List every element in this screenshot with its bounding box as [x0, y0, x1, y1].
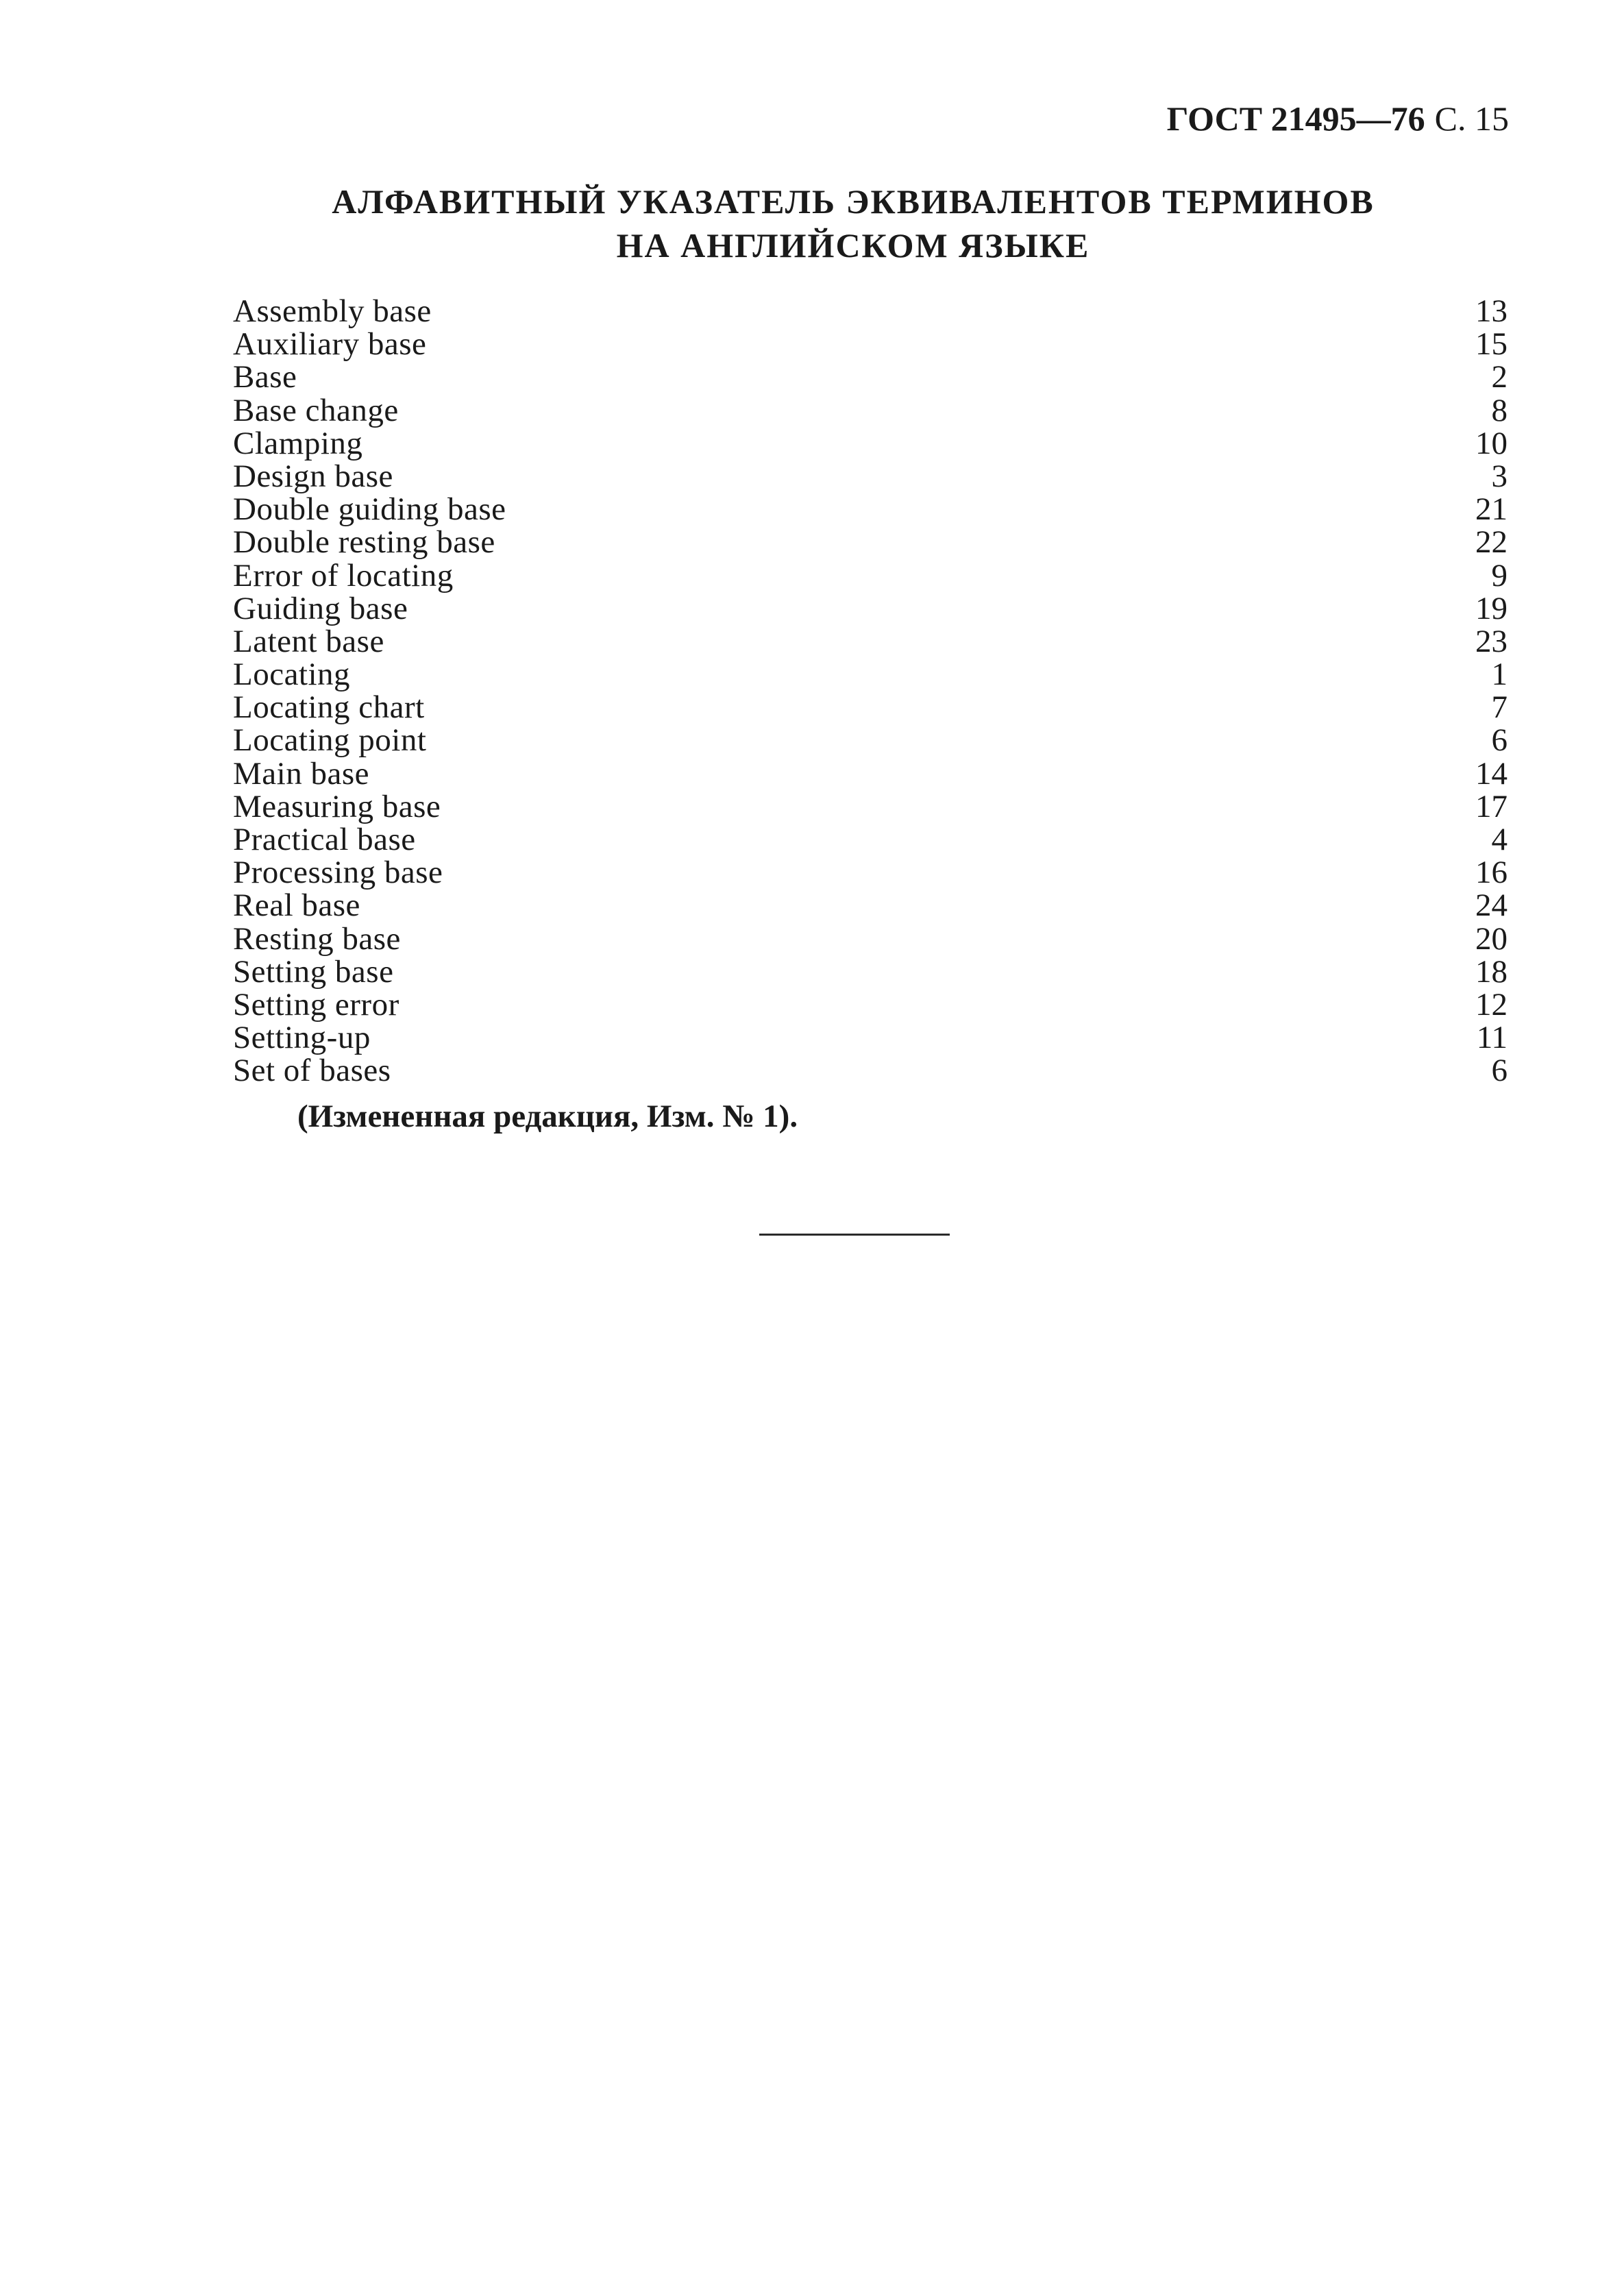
- index-row: [233, 856, 1508, 889]
- index-term: Setting error: [233, 986, 399, 1022]
- index-row: [233, 625, 1508, 658]
- index-number: 6: [1491, 1053, 1508, 1089]
- index-term: Practical base: [233, 822, 416, 857]
- index-term: Locating chart: [233, 689, 425, 726]
- index-row: [233, 592, 1508, 625]
- index-row: [233, 658, 1508, 691]
- index-row: [233, 526, 1508, 559]
- index-number: 14: [1475, 755, 1508, 792]
- index-number: 6: [1491, 722, 1508, 759]
- index-row: [233, 493, 1508, 526]
- index-term: Base: [233, 359, 297, 395]
- index-term: Auxiliary base: [233, 326, 427, 363]
- index-term: Double guiding base: [233, 491, 506, 528]
- index-term: Design base: [233, 458, 393, 494]
- index-number: 19: [1475, 590, 1508, 626]
- index-row: [233, 988, 1508, 1021]
- index-term: Locating: [233, 657, 351, 693]
- index-term: Processing base: [233, 855, 443, 891]
- index-row: [233, 691, 1508, 724]
- index-row: [233, 295, 1508, 328]
- index-number: 23: [1475, 623, 1508, 659]
- index-number: 10: [1475, 425, 1508, 461]
- index-number: 20: [1475, 920, 1508, 957]
- index-number: 12: [1475, 986, 1508, 1022]
- index-term: Base change: [233, 392, 399, 428]
- index-number: 8: [1491, 392, 1508, 428]
- index-term: Guiding base: [233, 590, 408, 626]
- index-number: 15: [1475, 326, 1508, 363]
- index-row: [233, 823, 1508, 856]
- index-term: Main base: [233, 755, 369, 792]
- index-term: Error of locating: [233, 557, 454, 593]
- index-number: 13: [1475, 293, 1508, 329]
- index-number: 17: [1475, 788, 1508, 824]
- index-term: Resting base: [233, 920, 401, 957]
- title-line-2: НА АНГЛИЙСКОМ ЯЗЫКЕ: [616, 226, 1090, 265]
- index-number: 24: [1475, 887, 1508, 924]
- standard-number: ГОСТ 21495—76: [1166, 99, 1425, 138]
- index-row: [233, 790, 1508, 823]
- index-number: 21: [1475, 491, 1508, 528]
- index-number: 4: [1491, 822, 1508, 857]
- index-term: Set of bases: [233, 1053, 391, 1089]
- index-row: [233, 427, 1508, 460]
- index-number: 16: [1475, 855, 1508, 891]
- page-number: С. 15: [1434, 99, 1509, 138]
- index-term: Real base: [233, 887, 360, 924]
- title-line-1: АЛФАВИТНЫЙ УКАЗАТЕЛЬ ЭКВИВАЛЕНТОВ ТЕРМИНОВ: [332, 182, 1375, 221]
- index-row: [233, 1054, 1508, 1087]
- index-term: Double resting base: [233, 524, 495, 561]
- index-number: 11: [1476, 1020, 1508, 1056]
- index-term: Setting-up: [233, 1020, 371, 1056]
- index-row: [233, 889, 1508, 922]
- index-row: [233, 360, 1508, 393]
- index-row: [233, 460, 1508, 493]
- index-term: Locating point: [233, 722, 427, 759]
- end-rule: [759, 1234, 950, 1236]
- index-row: [233, 326, 1508, 363]
- index-number: 22: [1475, 524, 1508, 561]
- index-number: 3: [1491, 458, 1508, 494]
- index-number: 2: [1491, 359, 1508, 395]
- index-number: 9: [1491, 557, 1508, 593]
- index-term: Setting base: [233, 953, 394, 990]
- term-index-list: [233, 295, 1508, 1088]
- index-row: [233, 394, 1508, 427]
- index-number: 1: [1491, 657, 1508, 693]
- index-number: 18: [1475, 953, 1508, 990]
- index-term: Assembly base: [233, 293, 432, 329]
- index-row: [233, 1021, 1508, 1054]
- index-number: 7: [1491, 689, 1508, 726]
- index-row: [233, 757, 1508, 790]
- index-row: [233, 955, 1508, 988]
- page-title: [0, 180, 1624, 267]
- index-term: Latent base: [233, 623, 384, 659]
- index-row: [233, 724, 1508, 757]
- amendment-note: (Измененная редакция, Изм. № 1).: [297, 1099, 798, 1134]
- index-term: Measuring base: [233, 788, 441, 824]
- index-row: [233, 922, 1508, 955]
- index-row: [233, 559, 1508, 592]
- page-header: [1167, 101, 1509, 136]
- index-term: Clamping: [233, 425, 363, 461]
